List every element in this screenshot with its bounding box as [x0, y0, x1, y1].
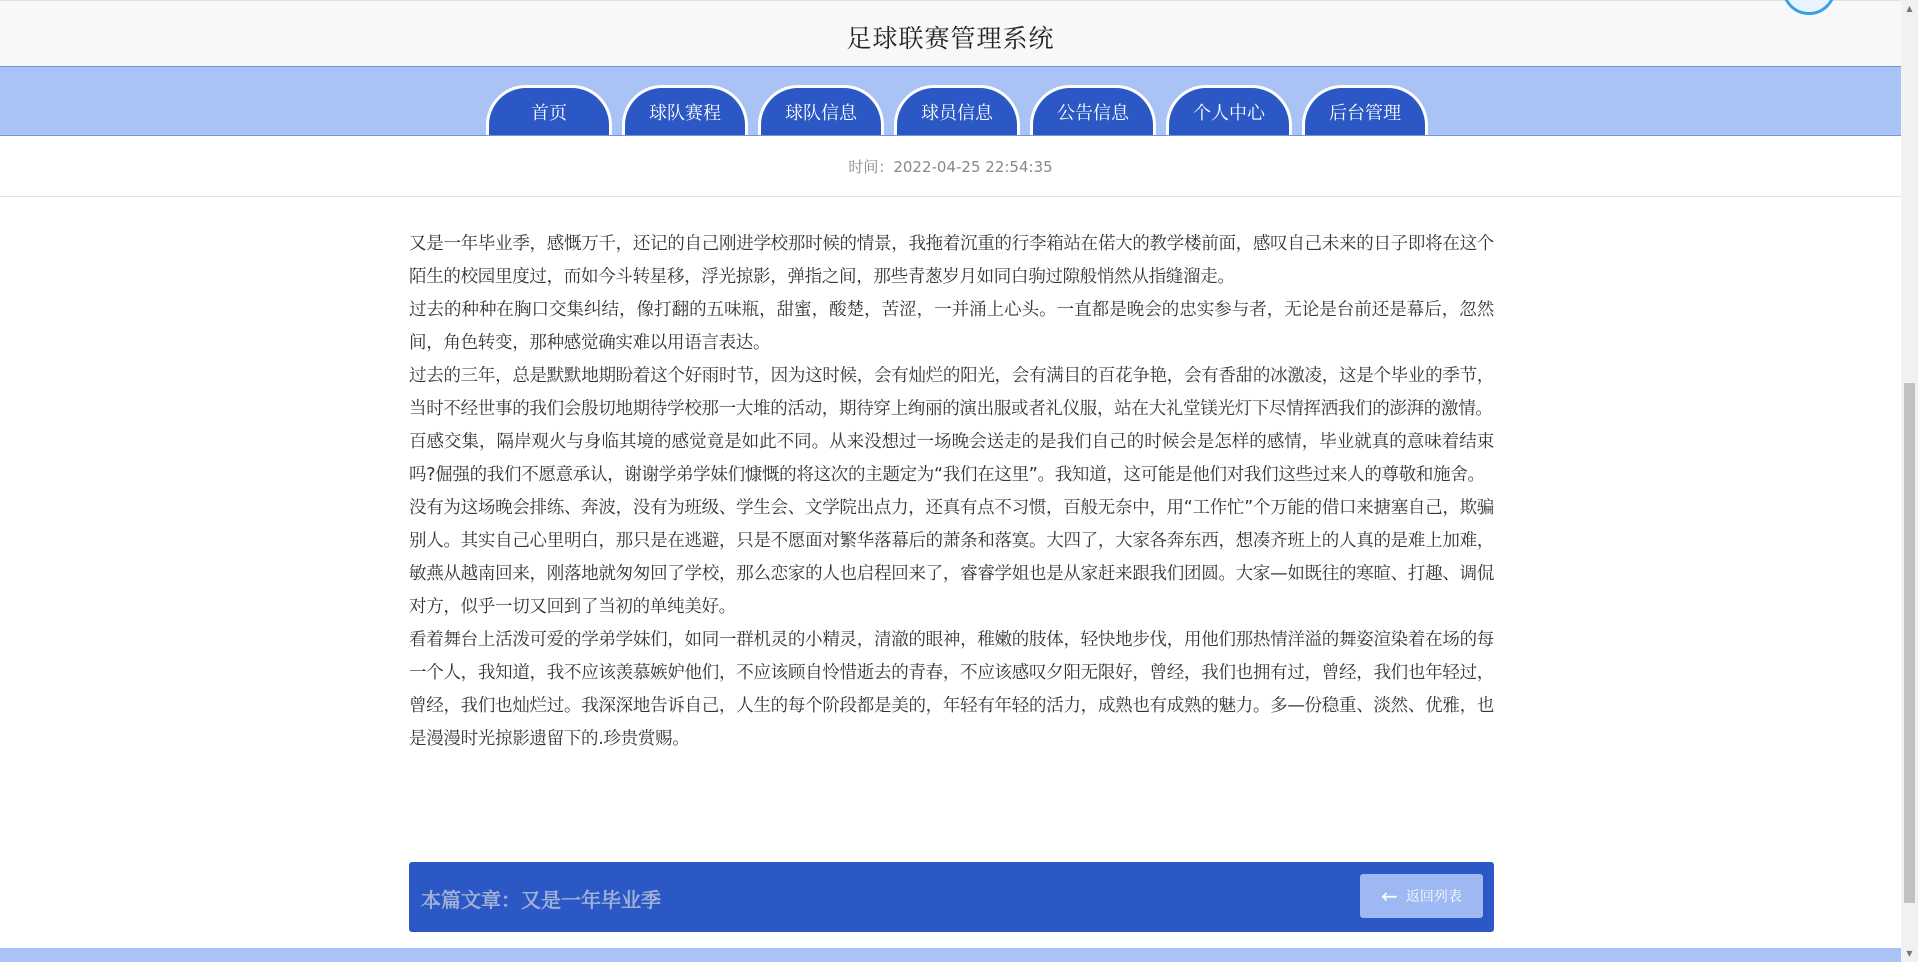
scroll-up-arrow-icon[interactable]: ▲	[1906, 4, 1913, 13]
article-meta	[0, 134, 1901, 197]
nav-list	[486, 85, 1438, 135]
current-article-title: 本篇文章：又是一年毕业季	[421, 888, 661, 912]
nav-item-announcements[interactable]: 公告信息	[1030, 85, 1156, 135]
publish-time: 时间：2022-04-25 22:54:35	[848, 158, 1053, 176]
article-paragraph: 又是一年毕业季，感慨万千，还记的自己刚进学校那时候的情景，我拖着沉重的行李箱站在偌大的教学楼前面，感叹自己未来的日子即将在这个陌生的校园里度过，而如今斗转星移，浮光掠影，弹指之间，那些青葱岁月如同白驹过隙般悄然从指缝溜走。	[409, 234, 1494, 287]
main-nav	[0, 66, 1901, 136]
nav-item-profile[interactable]: 个人中心	[1166, 85, 1292, 135]
scroll-down-arrow-icon[interactable]: ▼	[1906, 949, 1913, 958]
site-title: 足球联赛管理系统	[846, 24, 1055, 53]
site-header	[0, 0, 1901, 67]
back-to-list-label: 返回列表	[1405, 889, 1462, 905]
article-footer	[409, 862, 1494, 932]
arrow-left-icon: ←	[1381, 884, 1398, 908]
article-paragraph: 过去的三年，总是默默地期盼着这个好雨时节，因为这时候，会有灿烂的阳光，会有满目的百花争艳，会有香甜的冰激凌，这是个毕业的季节，当时不经世事的我们会殷切地期待学校那一大堆的活动，期待穿上绚丽的演出服或者礼仪服，站在大礼堂镁光灯下尽情挥洒我们的澎湃的激情。	[409, 366, 1494, 419]
page-scrollbar[interactable]	[1901, 0, 1918, 962]
footer-strip	[0, 948, 1901, 962]
back-to-list-button[interactable]	[1360, 874, 1483, 918]
scrollbar-thumb[interactable]	[1904, 383, 1915, 903]
floating-avatar[interactable]	[1782, 0, 1836, 15]
nav-item-team-info[interactable]: 球队信息	[758, 85, 884, 135]
article-paragraph: 看着舞台上活泼可爱的学弟学妹们，如同一群机灵的小精灵，清澈的眼神，稚嫩的肢体，轻快地步伐，用他们那热情洋溢的舞姿渲染着在场的每一个人，我知道，我不应该羡慕嫉妒他们，不应该顾自怜惜逝去的青春，不应该感叹夕阳无限好，曾经，我们也拥有过，曾经，我们也年轻过，曾经，我们也灿烂过。我深深地告诉自己，人生的每个阶段都是美的，年轻有年轻的活力，成熟也有成熟的魅力。多—份稳重、淡然、优雅，也是漫漫时光掠影遗留下的.珍贵赏赐。	[409, 630, 1494, 749]
article-paragraph: 百感交集，隔岸观火与身临其境的感觉竟是如此不同。从来没想过一场晚会送走的是我们自己的时候会是怎样的感情，毕业就真的意味着结束吗?倔强的我们不愿意承认，谢谢学弟学妹们慷慨的将这次的主题定为“我们在这里”。我知道，这可能是他们对我们这些过来人的尊敬和施舍。	[409, 432, 1494, 485]
article-paragraph: 过去的种种在胸口交集纠结，像打翻的五味瓶，甜蜜，酸楚，苦涩，一并涌上心头。一直都是晚会的忠实参与者，无论是台前还是幕后，忽然间，角色转变，那种感觉确实难以用语言表达。	[409, 300, 1494, 353]
nav-item-team-schedule[interactable]: 球队赛程	[622, 85, 748, 135]
article-body	[409, 228, 1494, 756]
nav-item-home[interactable]: 首页	[486, 85, 612, 135]
nav-item-admin[interactable]: 后台管理	[1302, 85, 1428, 135]
nav-item-player-info[interactable]: 球员信息	[894, 85, 1020, 135]
article-paragraph: 没有为这场晚会排练、奔波，没有为班级、学生会、文学院出点力，还真有点不习惯，百般无奈中，用“工作忙”个万能的借口来搪塞自己，欺骗别人。其实自己心里明白，那只是在逃避，只是不愿面对繁华落幕后的萧条和落寞。大四了，大家各奔东西，想凑齐班上的人真的是难上加难，敏燕从越南回来，刚落地就匆匆回了学校，那么恋家的人也启程回来了，睿睿学姐也是从家赶来跟我们团圆。大家—如既往的寒暄、打趣、调侃对方，似乎一切又回到了当初的单纯美好。	[409, 498, 1494, 617]
